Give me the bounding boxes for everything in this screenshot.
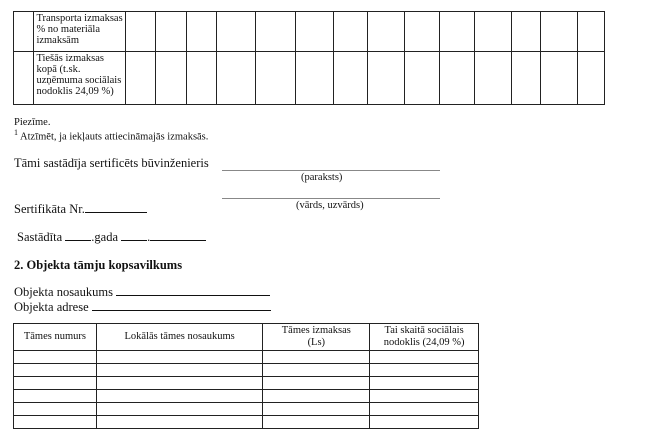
object-address-row — [14, 299, 271, 315]
cost-table — [13, 11, 605, 105]
table-row — [14, 390, 479, 403]
table-row — [14, 12, 605, 52]
date-year-word: .gada — [91, 230, 118, 244]
col-header-number: Tāmes numurs — [14, 324, 97, 351]
object-name-row — [14, 284, 270, 300]
section-heading: 2. Objekta tāmju kopsavilkums — [14, 258, 183, 272]
certificate-number-field[interactable] — [85, 201, 147, 213]
date-prefix: Sastādīta — [17, 230, 63, 244]
row-label-transport: Transporta izmaksas % no materiāla izmaksām — [34, 12, 126, 52]
signature-line — [222, 170, 440, 171]
note-footnote — [14, 128, 208, 143]
object-name-field[interactable] — [116, 284, 270, 296]
certificate-label: Sertifikāta Nr. — [14, 202, 85, 216]
table-row — [14, 351, 479, 364]
note-title: Piezīme. — [14, 117, 51, 128]
object-address-label: Objekta adrese — [14, 300, 89, 314]
date-day-field[interactable] — [121, 229, 147, 241]
signature-caption: (paraksts) — [301, 172, 343, 183]
table-row — [14, 364, 479, 377]
table-row — [14, 377, 479, 390]
footnote-text: Atzīmēt, ja iekļauts attiecināmajās izmaksās. — [20, 131, 209, 143]
engineer-label: Tāmi sastādīja sertificēts būvinženieris — [14, 156, 209, 170]
table-row — [14, 416, 479, 429]
row-label-direct-costs: Tiešās izmaksas kopā (t.sk. uzņēmuma sociālais nodoklis 24,09 %) — [34, 52, 126, 105]
footnote-mark: 1 — [14, 128, 18, 137]
name-caption: (vārds, uzvārds) — [296, 200, 364, 211]
summary-table — [13, 323, 479, 429]
certificate-row — [14, 201, 147, 217]
date-month-field[interactable] — [150, 229, 206, 241]
object-address-field[interactable] — [92, 299, 271, 311]
date-row: Sastādīta .gada . — [17, 229, 206, 245]
name-line — [222, 198, 440, 199]
table-row — [14, 403, 479, 416]
table-row — [14, 52, 605, 105]
col-header-tax: Tai skaitā sociālais nodoklis (24,09 %) — [370, 324, 479, 351]
table-header-row — [14, 324, 479, 351]
col-header-costs: Tāmes izmaksas (Ls) — [263, 324, 370, 351]
col-header-name: Lokālās tāmes nosaukums — [96, 324, 263, 351]
object-name-label: Objekta nosaukums — [14, 285, 113, 299]
date-year-field[interactable] — [65, 229, 91, 241]
